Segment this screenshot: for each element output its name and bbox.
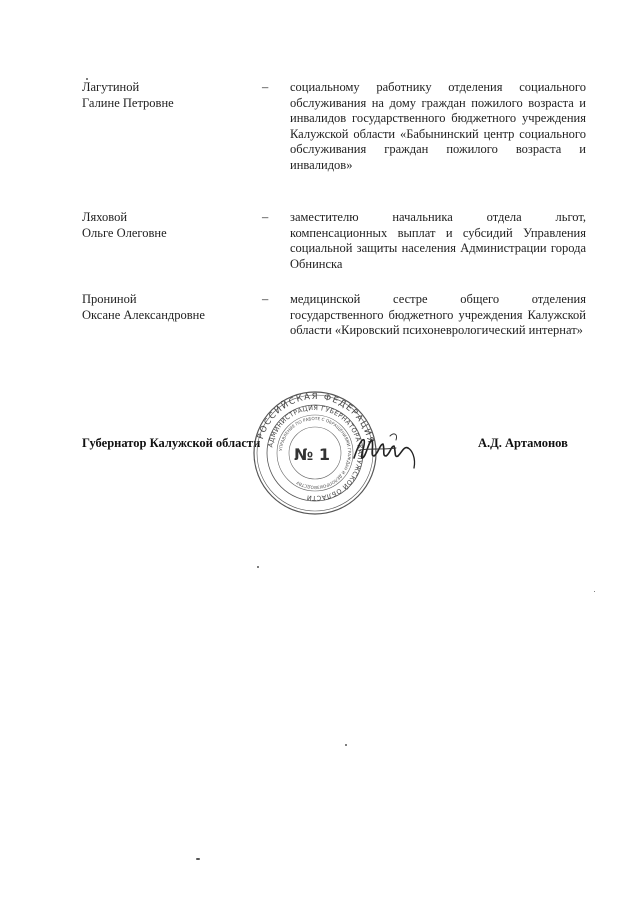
handwritten-signature (350, 428, 420, 470)
recipient-surname: Лагутиной (82, 80, 140, 94)
recipient-position: заместителю начальника отдела льгот, компенсационных выплат и субсидий Управления социальной защиты населения Администрации города Обнинска (290, 210, 586, 271)
entry-dash: – (262, 210, 269, 224)
scan-speck (257, 566, 259, 568)
recipient-surname: Прониной (82, 292, 137, 306)
recipient-given-name: Ольге Олеговне (82, 225, 167, 240)
recipient-given-name: Оксане Александровне (82, 307, 205, 322)
seal-number: № 1 (294, 445, 330, 464)
recipient-given-name: Галине Петровне (82, 95, 174, 110)
scan-speck (86, 78, 88, 80)
scan-speck (196, 858, 200, 860)
seal-ring-text: АДМИНИСТРАЦИЯ ГУБЕРНАТОРА КАЛУЖСКОЙ ОБЛАСТИ (266, 403, 365, 503)
seal-inner-text: УПРАВЛЕНИЕ ПО РАБОТЕ С ОБРАЩЕНИЯМИ ГРАЖДАН И ДЕЛОПРОИЗВОДСТВУ (278, 415, 353, 491)
scan-speck (594, 591, 595, 592)
seal-outer-text: РОССИЙСКАЯ ФЕДЕРАЦИЯ (255, 391, 376, 446)
signatory-name: А.Д. Артамонов (478, 436, 568, 450)
recipient-name (82, 292, 252, 323)
entry-dash: – (262, 80, 269, 94)
signatory-title: Губернатор Калужской области (82, 436, 261, 450)
recipient-position: медицинской сестре общего отделения государственного бюджетного учреждения Калужской области «Кировский психоневрологический интернат» (290, 292, 586, 337)
entry-dash: – (262, 292, 269, 306)
recipient-surname: Ляховой (82, 210, 128, 224)
recipient-name (82, 80, 252, 111)
recipient-position: социальному работнику отделения социального обслуживания на дому граждан пожилого возраста и инвалидов государственного бюджетного учреждения Калужской области «Бабынинский центр социального обслуживания граждан пожилого возраста и инвалидов» (290, 80, 586, 172)
recipient-name (82, 210, 252, 241)
scan-speck (345, 744, 347, 746)
